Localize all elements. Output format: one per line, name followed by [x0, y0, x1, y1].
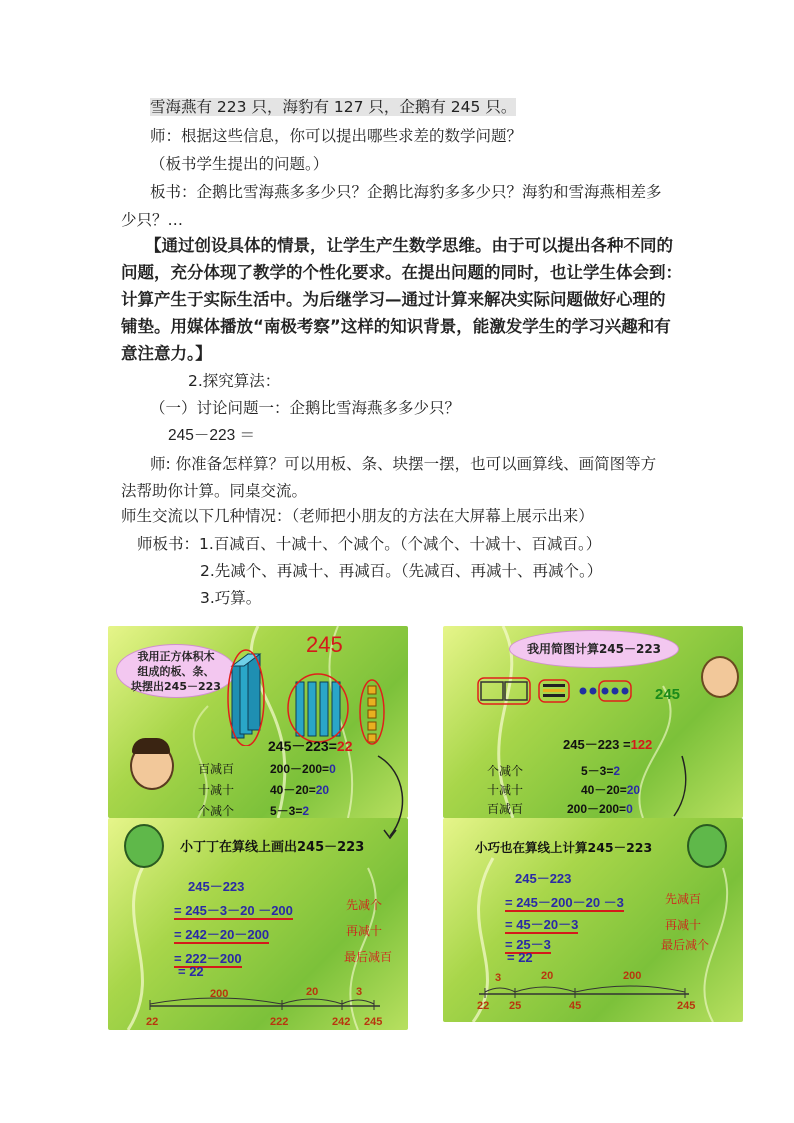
- expr-text: 40－20=: [270, 783, 316, 797]
- row-label: 百减百: [198, 762, 235, 776]
- tick-label: 22: [146, 1016, 159, 1028]
- bubble-text: 我用简图计算245－223: [526, 641, 662, 656]
- jump-label: 20: [306, 986, 319, 998]
- bold-paragraph-line: 铺垫。用媒体播放“南极考察”这样的知识背景，能激发学生的学习兴趣和有: [121, 317, 671, 336]
- big-number: 245: [655, 686, 681, 703]
- slide-title: 小巧也在算线上计算245－223: [475, 840, 653, 855]
- girl-avatar: [687, 824, 727, 868]
- calc-line-text: = 245－3－20 －200: [174, 903, 293, 918]
- expr-result: 0: [329, 762, 336, 776]
- jump-label: 200: [623, 970, 642, 982]
- bubble-text: 我用正方体积木 组成的板、条、 块摆出245－223: [131, 649, 221, 693]
- section-heading: 2.探究算法：: [188, 372, 281, 390]
- step-note: 先减百: [665, 892, 702, 906]
- text-line: 师生交流以下几种情况：（老师把小朋友的方法在大屏幕上展示出来）: [121, 507, 594, 525]
- tick-label: 45: [569, 1000, 582, 1012]
- expr-result: 0: [626, 802, 633, 816]
- text-line: （板书学生提出的问题。）: [150, 155, 329, 173]
- calc-line: = 22: [507, 950, 533, 965]
- step-note: 再减十: [665, 918, 702, 932]
- slide-title: 小丁丁在算线上画出245－223: [180, 840, 365, 855]
- jump-label: 3: [356, 986, 363, 998]
- hundred-flats-icon: [232, 654, 260, 738]
- tick-label: 25: [509, 1000, 522, 1012]
- calc-line-text: = 245－200－20 －3: [505, 895, 624, 910]
- step-note: 最后减百: [344, 950, 393, 964]
- row-expression: [270, 781, 329, 798]
- row-expression: [581, 781, 640, 798]
- calc-line: 245－223: [515, 871, 572, 886]
- row-expression: [270, 760, 336, 777]
- row-label: 个减个: [198, 804, 235, 818]
- text-line: [150, 97, 516, 117]
- calc-line-text: = 25－3: [505, 937, 551, 952]
- tick-label: 242: [332, 1016, 351, 1028]
- jump-label: 3: [495, 972, 502, 984]
- step-note: 再减十: [346, 924, 383, 938]
- expr-text: 40－20=: [581, 783, 627, 797]
- row-label: 十减十: [198, 783, 235, 797]
- simple-diagram: [477, 674, 647, 708]
- bold-paragraph-line: 问题，充分体现了教学的个性化要求。在提出问题的同时，也让学生体会到：: [121, 263, 682, 282]
- expr-result: 2: [613, 764, 621, 778]
- boy-avatar: [124, 824, 164, 868]
- boy-hair: [132, 738, 170, 754]
- equation-line: 245－223 ＝: [168, 427, 256, 444]
- row-expression: [270, 802, 309, 818]
- calc-line: [505, 914, 578, 933]
- text-line: 2.先减个、再减十、再减百。（先减百、再减十、再减个。）: [200, 562, 603, 580]
- equation-text: 245－223 =: [563, 737, 631, 752]
- slide-number-line-1: [108, 818, 408, 1030]
- main-equation: [563, 734, 652, 753]
- equation-text: 245－223=: [268, 738, 337, 754]
- bold-paragraph-line: 计算产生于实际生活中。为后继学习—通过计算来解决实际问题做好心理的: [121, 290, 666, 309]
- speech-bubble: [509, 630, 679, 668]
- ten-bars-icon: [539, 680, 569, 702]
- unit-cubes-icon: [368, 686, 376, 742]
- tick-label: 22: [477, 1000, 490, 1012]
- expr-result: 20: [315, 783, 330, 797]
- slide-blocks: [108, 626, 408, 818]
- jump-label: 200: [210, 988, 229, 1000]
- speech-bubble: [116, 644, 236, 698]
- expr-text: 5－3=: [270, 804, 303, 818]
- row-label: 十减十: [487, 783, 524, 797]
- tick-label: 245: [364, 1016, 383, 1028]
- bold-paragraph-line: 意注意力。】: [121, 344, 212, 363]
- connector-arrow-left: [370, 752, 420, 842]
- text-line: 师：根据这些信息，你可以提出哪些求差的数学问题？: [150, 127, 523, 145]
- text-line: 少只？…: [121, 211, 184, 229]
- big-number: 245: [306, 632, 343, 657]
- tick-label: 222: [270, 1016, 289, 1028]
- calc-line-text: = 222－200: [174, 951, 242, 966]
- expr-text: 200－200=: [567, 802, 627, 816]
- main-equation: [268, 736, 352, 756]
- ten-rods-icon: [296, 682, 340, 736]
- place-value-blocks: [226, 646, 396, 746]
- text-line: （一）讨论问题一：企鹅比雪海燕多多少只？: [150, 399, 461, 417]
- calc-line: 245－223: [188, 879, 245, 894]
- slide-number-line-2: [443, 818, 743, 1022]
- connector-arrow-right: [654, 752, 694, 822]
- expr-result: 20: [626, 783, 641, 797]
- row-label: 个减个: [487, 764, 524, 778]
- text-line: 法帮助你计算。同桌交流。: [121, 482, 308, 500]
- row-expression: [581, 762, 620, 779]
- girl-avatar: [701, 656, 739, 698]
- text-line: 师: 你准备怎样算？可以用板、条、块摆一摆，也可以画算线、画简图等方: [150, 455, 657, 473]
- calc-line: [505, 892, 624, 911]
- calc-line-text: = 45－20－3: [505, 917, 579, 932]
- row-label: 百减百: [487, 802, 524, 816]
- unit-dots-icon: [580, 681, 632, 701]
- expr-text: 5－3=: [581, 764, 614, 778]
- expr-result: 2: [302, 804, 310, 818]
- row-expression: [567, 800, 633, 817]
- bold-paragraph-line: 【通过创设具体的情景，让学生产生数学思维。由于可以提出各种不同的: [145, 236, 673, 255]
- calc-line: = 22: [178, 964, 204, 979]
- tick-label: 245: [677, 1000, 696, 1012]
- expr-text: 200－200=: [270, 762, 330, 776]
- text-line: 3.巧算。: [200, 589, 262, 607]
- jump-label: 20: [541, 970, 554, 982]
- step-note: 先减个: [346, 898, 383, 912]
- hundred-squares-icon: [478, 678, 530, 704]
- step-note: 最后减个: [661, 938, 710, 952]
- text-line: 板书：企鹅比雪海燕多多少只？企鹅比海豹多多少只？海豹和雪海燕相差多: [150, 183, 662, 201]
- equation-result: 22: [336, 738, 353, 754]
- equation-result: 122: [630, 737, 653, 752]
- number-line: [477, 980, 697, 1000]
- calc-line-text: = 242－20－200: [174, 927, 270, 942]
- text-line: 师板书：1.百减百、十减十、个减个。（个减个、十减十、百减百。）: [137, 535, 602, 553]
- calc-line: [174, 900, 293, 919]
- highlighted-text: 雪海燕有 223 只，海豹有 127 只，企鹅有 245 只。: [150, 98, 517, 116]
- number-line: [148, 992, 388, 1012]
- slide-diagram: [443, 626, 743, 818]
- calc-line: [174, 924, 269, 943]
